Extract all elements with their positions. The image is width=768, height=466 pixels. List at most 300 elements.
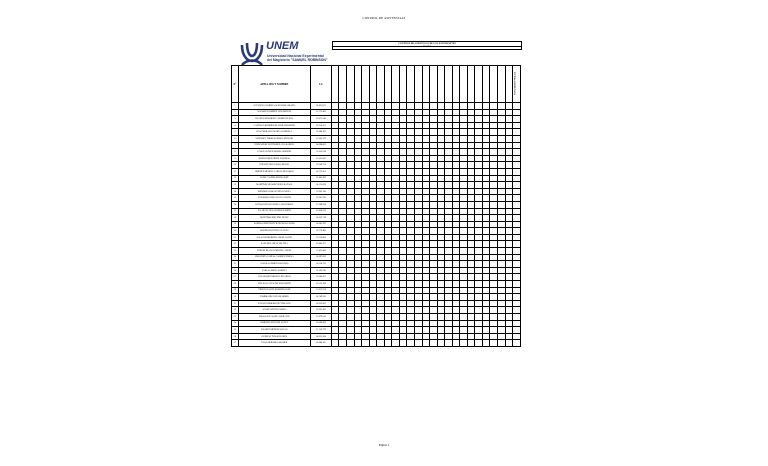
attendance-cell[interactable] [414, 281, 422, 288]
attendance-cell[interactable] [430, 300, 438, 307]
attendance-cell[interactable] [452, 267, 460, 274]
attendance-cell[interactable] [392, 294, 400, 301]
attendance-cell[interactable] [369, 208, 377, 215]
attendance-cell[interactable] [339, 168, 347, 175]
attendance-cell[interactable] [437, 135, 445, 142]
attendance-cell[interactable] [331, 122, 339, 129]
attendance-cell[interactable] [452, 155, 460, 162]
attendance-cell[interactable] [384, 175, 392, 182]
attendance-cell[interactable] [369, 155, 377, 162]
attendance-cell[interactable] [347, 122, 355, 129]
attendance-cell[interactable] [437, 142, 445, 149]
attendance-cell[interactable] [475, 208, 483, 215]
attendance-cell[interactable] [430, 168, 438, 175]
attendance-cell[interactable] [505, 261, 513, 268]
attendance-cell[interactable] [331, 182, 339, 189]
attendance-cell[interactable] [362, 333, 370, 340]
attendance-cell[interactable] [384, 162, 392, 169]
attendance-cell[interactable] [362, 116, 370, 123]
attendance-cell[interactable] [384, 287, 392, 294]
attendance-cell[interactable] [445, 267, 453, 274]
attendance-cell[interactable] [369, 267, 377, 274]
attendance-cell[interactable] [467, 320, 475, 327]
attendance-cell[interactable] [331, 340, 339, 347]
attendance-cell[interactable] [437, 103, 445, 110]
attendance-cell[interactable] [430, 281, 438, 288]
attendance-cell[interactable] [407, 162, 415, 169]
attendance-cell[interactable] [392, 162, 400, 169]
attendance-cell[interactable] [377, 267, 385, 274]
attendance-cell[interactable] [392, 327, 400, 334]
attendance-cell[interactable] [354, 267, 362, 274]
attendance-cell[interactable] [437, 162, 445, 169]
attendance-cell[interactable] [399, 261, 407, 268]
attendance-cell[interactable] [354, 340, 362, 347]
attendance-cell[interactable] [377, 135, 385, 142]
attendance-cell[interactable] [490, 215, 498, 222]
attendance-cell[interactable] [414, 254, 422, 261]
attendance-cell[interactable] [414, 116, 422, 123]
attendance-cell[interactable] [369, 320, 377, 327]
attendance-cell[interactable] [445, 254, 453, 261]
attendance-cell[interactable] [399, 168, 407, 175]
attendance-cell[interactable] [347, 116, 355, 123]
attendance-cell[interactable] [497, 149, 505, 156]
attendance-cell[interactable] [422, 155, 430, 162]
attendance-cell[interactable] [347, 103, 355, 110]
attendance-cell[interactable] [377, 294, 385, 301]
attendance-cell[interactable] [407, 254, 415, 261]
attendance-cell[interactable] [414, 135, 422, 142]
attendance-cell[interactable] [437, 182, 445, 189]
attendance-cell[interactable] [392, 228, 400, 235]
attendance-cell[interactable] [452, 307, 460, 314]
attendance-cell[interactable] [399, 103, 407, 110]
attendance-cell[interactable] [414, 201, 422, 208]
attendance-cell[interactable] [460, 195, 468, 202]
attendance-cell[interactable] [452, 188, 460, 195]
attendance-cell[interactable] [369, 122, 377, 129]
attendance-cell[interactable] [354, 248, 362, 255]
attendance-cell[interactable] [437, 281, 445, 288]
attendance-cell[interactable] [399, 116, 407, 123]
attendance-cell[interactable] [384, 320, 392, 327]
attendance-cell[interactable] [452, 294, 460, 301]
attendance-cell[interactable] [490, 340, 498, 347]
attendance-cell[interactable] [460, 182, 468, 189]
attendance-cell[interactable] [354, 188, 362, 195]
attendance-cell[interactable] [445, 175, 453, 182]
attendance-cell[interactable] [445, 129, 453, 136]
attendance-cell[interactable] [414, 287, 422, 294]
attendance-cell[interactable] [430, 221, 438, 228]
attendance-cell[interactable] [452, 254, 460, 261]
attendance-cell[interactable] [354, 314, 362, 321]
attendance-cell[interactable] [399, 188, 407, 195]
attendance-cell[interactable] [505, 340, 513, 347]
attendance-cell[interactable] [354, 149, 362, 156]
attendance-cell[interactable] [460, 208, 468, 215]
attendance-cell[interactable] [490, 248, 498, 255]
attendance-cell[interactable] [377, 116, 385, 123]
attendance-cell[interactable] [452, 135, 460, 142]
attendance-cell[interactable] [354, 129, 362, 136]
attendance-cell[interactable] [460, 307, 468, 314]
attendance-cell[interactable] [339, 215, 347, 222]
attendance-cell[interactable] [377, 287, 385, 294]
attendance-cell[interactable] [445, 221, 453, 228]
attendance-cell[interactable] [482, 314, 490, 321]
attendance-cell[interactable] [437, 168, 445, 175]
attendance-cell[interactable] [362, 287, 370, 294]
attendance-cell[interactable] [445, 234, 453, 241]
attendance-cell[interactable] [377, 201, 385, 208]
attendance-cell[interactable] [399, 333, 407, 340]
attendance-cell[interactable] [414, 241, 422, 248]
attendance-cell[interactable] [460, 149, 468, 156]
attendance-cell[interactable] [452, 333, 460, 340]
attendance-cell[interactable] [399, 254, 407, 261]
attendance-cell[interactable] [362, 122, 370, 129]
attendance-cell[interactable] [369, 254, 377, 261]
attendance-cell[interactable] [497, 287, 505, 294]
attendance-cell[interactable] [430, 287, 438, 294]
attendance-cell[interactable] [407, 168, 415, 175]
attendance-cell[interactable] [475, 116, 483, 123]
attendance-cell[interactable] [362, 175, 370, 182]
attendance-cell[interactable] [445, 294, 453, 301]
attendance-cell[interactable] [422, 241, 430, 248]
attendance-cell[interactable] [422, 333, 430, 340]
attendance-cell[interactable] [445, 135, 453, 142]
attendance-cell[interactable] [331, 162, 339, 169]
attendance-cell[interactable] [414, 182, 422, 189]
attendance-cell[interactable] [347, 320, 355, 327]
attendance-cell[interactable] [452, 320, 460, 327]
attendance-cell[interactable] [482, 208, 490, 215]
attendance-cell[interactable] [414, 215, 422, 222]
attendance-cell[interactable] [505, 149, 513, 156]
attendance-cell[interactable] [377, 122, 385, 129]
attendance-cell[interactable] [362, 182, 370, 189]
attendance-cell[interactable] [362, 320, 370, 327]
attendance-cell[interactable] [452, 109, 460, 116]
attendance-cell[interactable] [339, 182, 347, 189]
attendance-cell[interactable] [437, 241, 445, 248]
attendance-cell[interactable] [347, 162, 355, 169]
attendance-cell[interactable] [331, 103, 339, 110]
attendance-cell[interactable] [482, 201, 490, 208]
attendance-cell[interactable] [384, 241, 392, 248]
attendance-cell[interactable] [497, 261, 505, 268]
attendance-cell[interactable] [460, 221, 468, 228]
attendance-cell[interactable] [490, 135, 498, 142]
attendance-cell[interactable] [422, 122, 430, 129]
attendance-cell[interactable] [482, 122, 490, 129]
attendance-cell[interactable] [467, 274, 475, 281]
attendance-cell[interactable] [392, 188, 400, 195]
attendance-cell[interactable] [445, 103, 453, 110]
attendance-cell[interactable] [460, 155, 468, 162]
attendance-cell[interactable] [399, 307, 407, 314]
attendance-cell[interactable] [422, 314, 430, 321]
attendance-cell[interactable] [460, 267, 468, 274]
attendance-cell[interactable] [339, 254, 347, 261]
attendance-cell[interactable] [362, 188, 370, 195]
attendance-cell[interactable] [490, 287, 498, 294]
attendance-cell[interactable] [384, 195, 392, 202]
attendance-cell[interactable] [497, 234, 505, 241]
attendance-cell[interactable] [482, 274, 490, 281]
attendance-cell[interactable] [505, 122, 513, 129]
attendance-cell[interactable] [467, 175, 475, 182]
attendance-cell[interactable] [467, 287, 475, 294]
attendance-cell[interactable] [392, 129, 400, 136]
attendance-cell[interactable] [422, 267, 430, 274]
attendance-cell[interactable] [490, 327, 498, 334]
attendance-cell[interactable] [377, 195, 385, 202]
attendance-cell[interactable] [384, 208, 392, 215]
attendance-cell[interactable] [467, 116, 475, 123]
attendance-cell[interactable] [392, 314, 400, 321]
attendance-cell[interactable] [339, 155, 347, 162]
attendance-cell[interactable] [430, 274, 438, 281]
attendance-cell[interactable] [460, 333, 468, 340]
attendance-cell[interactable] [460, 168, 468, 175]
attendance-cell[interactable] [482, 287, 490, 294]
attendance-cell[interactable] [399, 129, 407, 136]
attendance-cell[interactable] [505, 195, 513, 202]
attendance-cell[interactable] [505, 241, 513, 248]
attendance-cell[interactable] [339, 116, 347, 123]
attendance-cell[interactable] [392, 300, 400, 307]
attendance-cell[interactable] [347, 261, 355, 268]
attendance-cell[interactable] [490, 142, 498, 149]
attendance-cell[interactable] [377, 274, 385, 281]
attendance-cell[interactable] [339, 208, 347, 215]
attendance-cell[interactable] [369, 248, 377, 255]
attendance-cell[interactable] [347, 314, 355, 321]
attendance-cell[interactable] [505, 201, 513, 208]
attendance-cell[interactable] [339, 281, 347, 288]
attendance-cell[interactable] [475, 201, 483, 208]
attendance-cell[interactable] [362, 254, 370, 261]
attendance-cell[interactable] [414, 274, 422, 281]
attendance-cell[interactable] [482, 221, 490, 228]
attendance-cell[interactable] [369, 261, 377, 268]
attendance-cell[interactable] [452, 314, 460, 321]
attendance-cell[interactable] [407, 241, 415, 248]
attendance-cell[interactable] [414, 208, 422, 215]
attendance-cell[interactable] [407, 149, 415, 156]
attendance-cell[interactable] [362, 261, 370, 268]
attendance-cell[interactable] [399, 201, 407, 208]
attendance-cell[interactable] [384, 333, 392, 340]
attendance-cell[interactable] [475, 294, 483, 301]
attendance-cell[interactable] [384, 135, 392, 142]
attendance-cell[interactable] [490, 254, 498, 261]
attendance-cell[interactable] [377, 281, 385, 288]
attendance-cell[interactable] [475, 122, 483, 129]
attendance-cell[interactable] [339, 228, 347, 235]
attendance-cell[interactable] [467, 162, 475, 169]
attendance-cell[interactable] [384, 281, 392, 288]
attendance-cell[interactable] [354, 208, 362, 215]
attendance-cell[interactable] [399, 155, 407, 162]
attendance-cell[interactable] [339, 201, 347, 208]
attendance-cell[interactable] [384, 142, 392, 149]
attendance-cell[interactable] [467, 182, 475, 189]
attendance-cell[interactable] [445, 168, 453, 175]
attendance-cell[interactable] [430, 215, 438, 222]
attendance-cell[interactable] [422, 327, 430, 334]
attendance-cell[interactable] [497, 182, 505, 189]
attendance-cell[interactable] [452, 142, 460, 149]
attendance-cell[interactable] [331, 208, 339, 215]
attendance-cell[interactable] [475, 175, 483, 182]
attendance-cell[interactable] [460, 248, 468, 255]
attendance-cell[interactable] [482, 333, 490, 340]
attendance-cell[interactable] [392, 116, 400, 123]
attendance-cell[interactable] [339, 149, 347, 156]
attendance-cell[interactable] [399, 287, 407, 294]
attendance-cell[interactable] [392, 307, 400, 314]
attendance-cell[interactable] [369, 281, 377, 288]
attendance-cell[interactable] [392, 109, 400, 116]
attendance-cell[interactable] [497, 307, 505, 314]
attendance-cell[interactable] [490, 274, 498, 281]
attendance-cell[interactable] [369, 274, 377, 281]
attendance-cell[interactable] [407, 300, 415, 307]
attendance-cell[interactable] [452, 300, 460, 307]
attendance-cell[interactable] [347, 267, 355, 274]
attendance-cell[interactable] [445, 320, 453, 327]
attendance-cell[interactable] [399, 142, 407, 149]
attendance-cell[interactable] [430, 261, 438, 268]
attendance-cell[interactable] [407, 221, 415, 228]
attendance-cell[interactable] [377, 142, 385, 149]
attendance-cell[interactable] [437, 314, 445, 321]
attendance-cell[interactable] [399, 340, 407, 347]
attendance-cell[interactable] [339, 267, 347, 274]
attendance-cell[interactable] [354, 300, 362, 307]
attendance-cell[interactable] [430, 103, 438, 110]
attendance-cell[interactable] [354, 215, 362, 222]
attendance-cell[interactable] [467, 208, 475, 215]
attendance-cell[interactable] [497, 221, 505, 228]
attendance-cell[interactable] [399, 228, 407, 235]
attendance-cell[interactable] [497, 320, 505, 327]
attendance-cell[interactable] [497, 142, 505, 149]
attendance-cell[interactable] [497, 327, 505, 334]
attendance-cell[interactable] [460, 201, 468, 208]
attendance-cell[interactable] [422, 162, 430, 169]
attendance-cell[interactable] [430, 228, 438, 235]
attendance-cell[interactable] [497, 314, 505, 321]
attendance-cell[interactable] [347, 248, 355, 255]
attendance-cell[interactable] [490, 122, 498, 129]
attendance-cell[interactable] [377, 300, 385, 307]
attendance-cell[interactable] [354, 142, 362, 149]
attendance-cell[interactable] [497, 294, 505, 301]
attendance-cell[interactable] [445, 109, 453, 116]
attendance-cell[interactable] [369, 201, 377, 208]
attendance-cell[interactable] [339, 307, 347, 314]
attendance-cell[interactable] [467, 234, 475, 241]
attendance-cell[interactable] [475, 287, 483, 294]
attendance-cell[interactable] [445, 195, 453, 202]
attendance-cell[interactable] [422, 294, 430, 301]
attendance-cell[interactable] [482, 109, 490, 116]
attendance-cell[interactable] [430, 142, 438, 149]
attendance-cell[interactable] [422, 287, 430, 294]
attendance-cell[interactable] [467, 215, 475, 222]
attendance-cell[interactable] [399, 175, 407, 182]
attendance-cell[interactable] [377, 327, 385, 334]
attendance-cell[interactable] [452, 195, 460, 202]
attendance-cell[interactable] [475, 221, 483, 228]
attendance-cell[interactable] [422, 103, 430, 110]
attendance-cell[interactable] [452, 175, 460, 182]
attendance-cell[interactable] [490, 168, 498, 175]
attendance-cell[interactable] [505, 175, 513, 182]
attendance-cell[interactable] [437, 109, 445, 116]
attendance-cell[interactable] [475, 320, 483, 327]
attendance-cell[interactable] [399, 215, 407, 222]
attendance-cell[interactable] [369, 109, 377, 116]
attendance-cell[interactable] [407, 182, 415, 189]
attendance-cell[interactable] [475, 168, 483, 175]
attendance-cell[interactable] [475, 254, 483, 261]
attendance-cell[interactable] [452, 208, 460, 215]
attendance-cell[interactable] [430, 241, 438, 248]
attendance-cell[interactable] [377, 234, 385, 241]
attendance-cell[interactable] [490, 182, 498, 189]
attendance-cell[interactable] [482, 267, 490, 274]
attendance-cell[interactable] [475, 109, 483, 116]
attendance-cell[interactable] [430, 340, 438, 347]
attendance-cell[interactable] [331, 234, 339, 241]
attendance-cell[interactable] [490, 175, 498, 182]
attendance-cell[interactable] [347, 195, 355, 202]
attendance-cell[interactable] [407, 175, 415, 182]
attendance-cell[interactable] [475, 135, 483, 142]
attendance-cell[interactable] [490, 333, 498, 340]
attendance-cell[interactable] [407, 188, 415, 195]
attendance-cell[interactable] [422, 129, 430, 136]
attendance-cell[interactable] [331, 168, 339, 175]
attendance-cell[interactable] [475, 248, 483, 255]
attendance-cell[interactable] [384, 307, 392, 314]
attendance-cell[interactable] [452, 228, 460, 235]
attendance-cell[interactable] [430, 201, 438, 208]
attendance-cell[interactable] [422, 182, 430, 189]
attendance-cell[interactable] [377, 208, 385, 215]
attendance-cell[interactable] [482, 142, 490, 149]
attendance-cell[interactable] [339, 294, 347, 301]
attendance-cell[interactable] [505, 333, 513, 340]
attendance-cell[interactable] [414, 294, 422, 301]
attendance-cell[interactable] [452, 201, 460, 208]
attendance-cell[interactable] [422, 254, 430, 261]
attendance-cell[interactable] [505, 155, 513, 162]
attendance-cell[interactable] [331, 155, 339, 162]
attendance-cell[interactable] [437, 248, 445, 255]
attendance-cell[interactable] [407, 333, 415, 340]
attendance-cell[interactable] [347, 241, 355, 248]
attendance-cell[interactable] [437, 340, 445, 347]
attendance-cell[interactable] [384, 215, 392, 222]
